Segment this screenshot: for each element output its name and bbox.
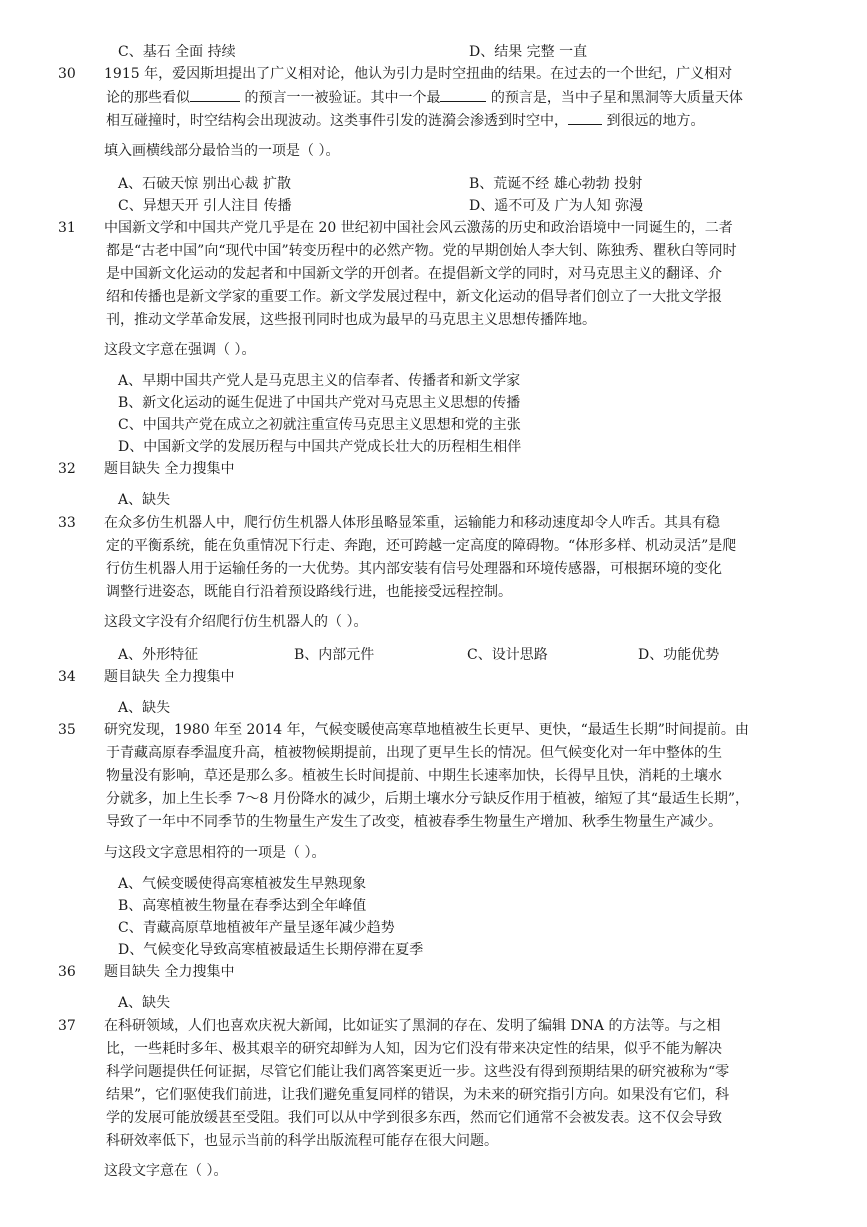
q37-text-line: 科学问题提供任何证据，尽管它们能让我们离答案更近一步。这些没有得到预期结果的研究被称为“零 bbox=[106, 1064, 730, 1080]
q33-number: 33 bbox=[58, 515, 76, 531]
q37-text-line: 科研效率低下，也显示当前的科学出版流程可能存在很大问题。 bbox=[106, 1133, 498, 1149]
q30-option-b: B、荒诞不经 雄心勃勃 投射 bbox=[469, 176, 643, 192]
q33-text-line: 调整行进姿态，既能自行沿着预设路线行进，也能接受远程控制。 bbox=[106, 584, 512, 600]
q32-option-a: A、缺失 bbox=[118, 492, 171, 508]
q33-prompt: 这段文字没有介绍爬行仿生机器人的（ ）。 bbox=[104, 614, 368, 630]
q30-text-line: 论的那些看似 的预言一一被验证。其中一个最 的预言是，当中子星和黑洞等大质量天体 bbox=[106, 87, 743, 108]
q31-text-line: 都是“古老中国”向“现代中国”转变历程中的必然产物。党的早期创始人李大钊、陈独秀、瞿秋白等同时 bbox=[106, 243, 737, 259]
q31-prompt: 这段文字意在强调（ ）。 bbox=[104, 342, 256, 358]
q29-option-d: D、结果 完整 一直 bbox=[469, 44, 588, 60]
q35-text-line: 物量没有影响，草还是那么多。植被生长时间提前、中期生长速率加快，长得早且快，消耗的土壤水 bbox=[106, 768, 722, 784]
q31-option-d: D、中国新文学的发展历程与中国共产党成长壮大的历程相生相伴 bbox=[118, 439, 522, 455]
q30-text-line: 相互碰撞时，时空结构会出现波动。这类事件引发的涟漪会渗透到时空中， 到很远的地方。 bbox=[106, 110, 704, 131]
q31-option-a: A、早期中国共产党人是马克思主义的信奉者、传播者和新文学家 bbox=[118, 373, 521, 389]
q36-number: 36 bbox=[58, 964, 76, 980]
q34-option-a: A、缺失 bbox=[118, 700, 171, 716]
q37-text-line: 结果”，它们驱使我们前进，让我们避免重复同样的错误，为未来的研究指引方向。如果没有它们，科 bbox=[106, 1087, 730, 1103]
q31-option-c: C、中国共产党在成立之初就注重宣传马克思主义思想和党的主张 bbox=[118, 417, 521, 433]
q34-text: 题目缺失 全力搜集中 bbox=[104, 669, 235, 685]
q35-option-d: D、气候变化导致高寒植被最适生长期停滞在夏季 bbox=[118, 942, 424, 958]
q35-text-line: 分就多，加上生长季 7～8 月份降水的减少，后期土壤水分亏缺反作用于植被，缩短了其“最适生长期”， bbox=[106, 791, 750, 807]
q35-option-b: B、高寒植被生物量在春季达到全年峰值 bbox=[118, 898, 367, 914]
q33-text-line: 行仿生机器人用于运输任务的一大优势。其内部安装有信号处理器和环境传感器，可根据环境的变化 bbox=[106, 561, 722, 577]
q34-number: 34 bbox=[58, 669, 76, 685]
q30-option-c: C、异想天开 引人注目 传播 bbox=[118, 198, 292, 214]
q37-text-line: 学的发展可能放缓甚至受阻。我们可以从中学到很多东西，然而它们通常不会被发表。这不仅会导致 bbox=[106, 1110, 722, 1126]
answer-blank bbox=[568, 110, 602, 125]
answer-blank bbox=[190, 87, 240, 102]
q37-text-line: 比，一些耗时多年、极其艰辛的研究却鲜为人知，因为它们没有带来决定性的结果，似乎不能为解决 bbox=[106, 1041, 722, 1057]
q35-text-line: 导致了一年中不同季节的生物量生产发生了改变，植被春季生物量生产增加、秋季生物量生产减少。 bbox=[106, 814, 722, 830]
q33-option-d: D、功能优势 bbox=[638, 647, 720, 663]
q33-option-c: C、设计思路 bbox=[467, 647, 548, 663]
q33-text-line: 在众多仿生机器人中，爬行仿生机器人体形虽略显笨重，运输能力和移动速度却令人咋舌。其具有稳 bbox=[104, 515, 720, 531]
q30-option-d: D、遥不可及 广为人知 弥漫 bbox=[469, 198, 644, 214]
q31-option-b: B、新文化运动的诞生促进了中国共产党对马克思主义思想的传播 bbox=[118, 395, 521, 411]
q35-number: 35 bbox=[58, 722, 76, 738]
q35-text-line: 研究发现，1980 年至 2014 年，气候变暖使高寒草地植被生长更早、更快，“最适生长期”时间提前。由 bbox=[104, 722, 749, 738]
q36-text: 题目缺失 全力搜集中 bbox=[104, 964, 235, 980]
q35-text-line: 于青藏高原春季温度升高，植被物候期提前，出现了更早生长的情况。但气候变化对一年中整体的生 bbox=[106, 745, 722, 761]
q30-prompt: 填入画横线部分最恰当的一项是（ ）。 bbox=[104, 143, 340, 159]
q32-number: 32 bbox=[58, 461, 76, 477]
q33-option-b: B、内部元件 bbox=[294, 647, 375, 663]
q33-option-a: A、外形特征 bbox=[118, 647, 199, 663]
q37-prompt: 这段文字意在（ ）。 bbox=[104, 1163, 228, 1179]
q31-text-line: 绍和传播也是新文学家的重要工作。新文学发展过程中，新文化运动的倡导者们创立了一大批文学报 bbox=[106, 289, 722, 305]
q31-text-line: 中国新文学和中国共产党几乎是在 20 世纪初中国社会风云激荡的历史和政治语境中一同诞生的，二者 bbox=[104, 220, 733, 236]
q32-text: 题目缺失 全力搜集中 bbox=[104, 461, 235, 477]
q35-option-a: A、气候变暖使得高寒植被发生早熟现象 bbox=[118, 876, 367, 892]
q30-number: 30 bbox=[58, 66, 76, 82]
q35-option-c: C、青藏高原草地植被年产量呈逐年减少趋势 bbox=[118, 920, 395, 936]
answer-blank bbox=[440, 87, 486, 102]
q36-option-a: A、缺失 bbox=[118, 995, 171, 1011]
q29-option-c: C、基石 全面 持续 bbox=[118, 44, 236, 60]
q31-text-line: 是中国新文化运动的发起者和中国新文学的开创者。在提倡新文学的同时，对马克思主义的翻译、介 bbox=[106, 266, 722, 282]
q33-text-line: 定的平衡系统，能在负重情况下行走、奔跑，还可跨越一定高度的障碍物。“体形多样、机动灵活”是爬 bbox=[106, 538, 737, 554]
q31-number: 31 bbox=[58, 220, 76, 236]
q37-number: 37 bbox=[58, 1018, 76, 1034]
q31-text-line: 刊，推动文学革命发展，这些报刊同时也成为最早的马克思主义思想传播阵地。 bbox=[106, 312, 596, 328]
q35-prompt: 与这段文字意思相符的一项是（ ）。 bbox=[104, 845, 326, 861]
q30-option-a: A、石破天惊 别出心裁 扩散 bbox=[118, 176, 292, 192]
q37-text-line: 在科研领域，人们也喜欢庆祝大新闻，比如证实了黑洞的存在、发明了编辑 DNA 的方法等。与之相 bbox=[104, 1018, 721, 1034]
q30-text-line: 1915 年，爱因斯坦提出了广义相对论，他认为引力是时空扭曲的结果。在过去的一个世纪，广义相对 bbox=[104, 66, 733, 82]
